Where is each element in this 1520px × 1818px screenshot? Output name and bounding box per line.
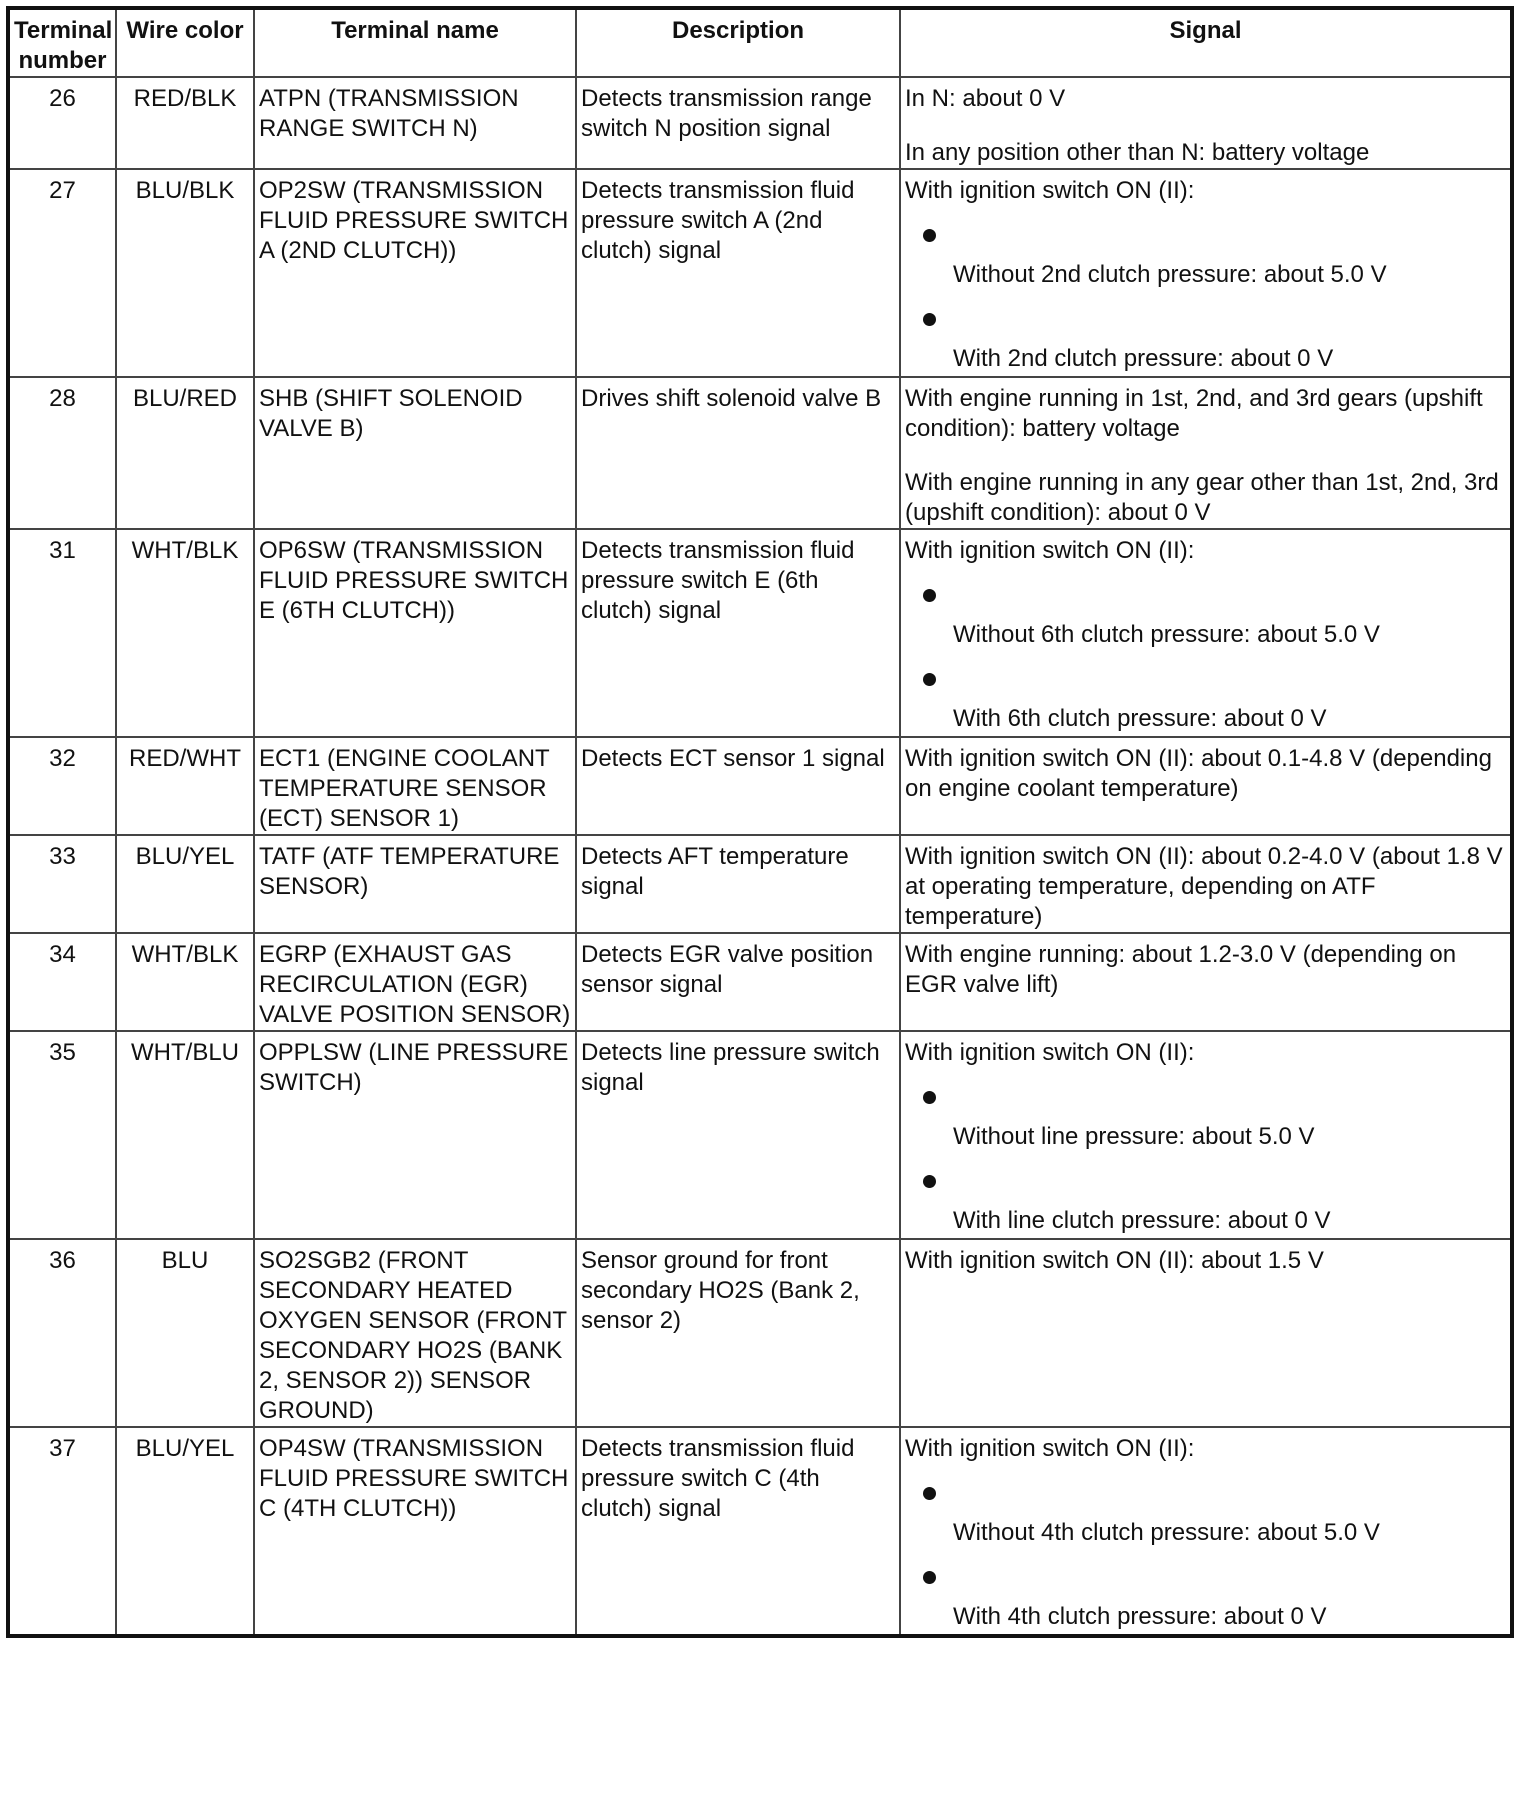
bullet-text: With 6th clutch pressure: about 0 V xyxy=(953,705,1327,732)
signal-line: With engine running in any gear other than 1st, 2nd, 3rd (upshift condition): about 0 V xyxy=(905,469,1499,526)
signal-line: With ignition switch ON (II): about 0.2-4.0 V (about 1.8 V at operating temperature, depending on ATF temperature) xyxy=(905,843,1503,930)
wire-color-cell: BLU/YEL xyxy=(116,1427,254,1636)
terminal-number-cell: 27 xyxy=(8,169,116,377)
bullet-item xyxy=(923,220,1506,246)
signal-cell xyxy=(900,737,1512,835)
bullet-item xyxy=(923,304,1506,330)
signal-line: With ignition switch ON (II): about 1.5 V xyxy=(905,1247,1324,1274)
description-cell: Detects AFT temperature signal xyxy=(576,835,900,933)
signal-cell xyxy=(900,1427,1512,1636)
terminal-name-cell: OPPLSW (LINE PRESSURE SWITCH) xyxy=(254,1031,576,1239)
bullet-text: With 2nd clutch pressure: about 0 V xyxy=(953,345,1334,372)
wire-color-cell: WHT/BLK xyxy=(116,529,254,737)
bullet-dot-icon xyxy=(923,589,936,602)
signal-line: With engine running in 1st, 2nd, and 3rd gears (upshift condition): battery voltage xyxy=(905,385,1483,442)
signal-line: With ignition switch ON (II): xyxy=(905,177,1195,204)
table-row xyxy=(8,529,1512,737)
bullet-text: Without 4th clutch pressure: about 5.0 V xyxy=(953,1519,1380,1546)
terminal-name-cell: TATF (ATF TEMPERATURE SENSOR) xyxy=(254,835,576,933)
wire-color-cell: BLU/YEL xyxy=(116,835,254,933)
terminal-name-cell: ECT1 (ENGINE COOLANT TEMPERATURE SENSOR (ECT) SENSOR 1) xyxy=(254,737,576,835)
bullet-item xyxy=(923,1166,1506,1192)
signal-line: In N: about 0 V xyxy=(905,85,1066,112)
bullet-text: Without 2nd clutch pressure: about 5.0 V xyxy=(953,261,1387,288)
terminal-name-cell: ATPN (TRANSMISSION RANGE SWITCH N) xyxy=(254,77,576,169)
bullet-dot-icon xyxy=(923,1487,936,1500)
terminal-name-cell: SHB (SHIFT SOLENOID VALVE B) xyxy=(254,377,576,529)
bullet-item xyxy=(923,1562,1506,1588)
signal-cell xyxy=(900,1031,1512,1239)
terminal-name-cell: OP4SW (TRANSMISSION FLUID PRESSURE SWITCH C (4TH CLUTCH)) xyxy=(254,1427,576,1636)
bullet-dot-icon xyxy=(923,1091,936,1104)
header-terminal-number: Terminal number xyxy=(8,8,116,77)
header-signal: Signal xyxy=(900,8,1512,77)
description-cell: Detects transmission range switch N position signal xyxy=(576,77,900,169)
signal-cell xyxy=(900,77,1512,169)
terminal-number-cell: 28 xyxy=(8,377,116,529)
wire-color-cell: WHT/BLU xyxy=(116,1031,254,1239)
description-cell: Detects EGR valve position sensor signal xyxy=(576,933,900,1031)
description-cell: Sensor ground for front secondary HO2S (Bank 2, sensor 2) xyxy=(576,1239,900,1427)
terminal-number-cell: 36 xyxy=(8,1239,116,1427)
wire-color-cell: RED/WHT xyxy=(116,737,254,835)
terminal-name-cell: OP6SW (TRANSMISSION FLUID PRESSURE SWITCH E (6TH CLUTCH)) xyxy=(254,529,576,737)
bullet-item xyxy=(923,580,1506,606)
bullet-text: With line clutch pressure: about 0 V xyxy=(953,1207,1331,1234)
bullet-dot-icon xyxy=(923,673,936,686)
bullet-dot-icon xyxy=(923,1175,936,1188)
terminal-number-cell: 34 xyxy=(8,933,116,1031)
signal-line: With ignition switch ON (II): xyxy=(905,1039,1195,1066)
terminal-number-cell: 26 xyxy=(8,77,116,169)
signal-cell xyxy=(900,835,1512,933)
description-cell: Drives shift solenoid valve B xyxy=(576,377,900,529)
description-cell: Detects transmission fluid pressure switch C (4th clutch) signal xyxy=(576,1427,900,1636)
terminal-number-cell: 31 xyxy=(8,529,116,737)
terminal-table xyxy=(6,6,1514,1638)
wire-color-cell: BLU/BLK xyxy=(116,169,254,377)
description-cell: Detects transmission fluid pressure switch E (6th clutch) signal xyxy=(576,529,900,737)
table-header-row xyxy=(8,8,1512,77)
table-row xyxy=(8,1239,1512,1427)
terminal-number-cell: 35 xyxy=(8,1031,116,1239)
header-terminal-name: Terminal name xyxy=(254,8,576,77)
signal-cell xyxy=(900,933,1512,1031)
description-cell: Detects line pressure switch signal xyxy=(576,1031,900,1239)
table-row xyxy=(8,77,1512,169)
header-description: Description xyxy=(576,8,900,77)
signal-line: With ignition switch ON (II): xyxy=(905,537,1195,564)
bullet-dot-icon xyxy=(923,313,936,326)
terminal-name-cell: EGRP (EXHAUST GAS RECIRCULATION (EGR) VALVE POSITION SENSOR) xyxy=(254,933,576,1031)
terminal-table-sheet xyxy=(6,6,1510,1811)
table-row xyxy=(8,835,1512,933)
header-wire-color: Wire color xyxy=(116,8,254,77)
description-cell: Detects transmission fluid pressure switch A (2nd clutch) signal xyxy=(576,169,900,377)
table-row xyxy=(8,933,1512,1031)
signal-line: With ignition switch ON (II): about 0.1-4.8 V (depending on engine coolant temperature) xyxy=(905,745,1492,802)
signal-cell xyxy=(900,529,1512,737)
bullet-item xyxy=(923,1478,1506,1504)
signal-line: With ignition switch ON (II): xyxy=(905,1435,1195,1462)
table-row xyxy=(8,169,1512,377)
bullet-dot-icon xyxy=(923,229,936,242)
terminal-number-cell: 37 xyxy=(8,1427,116,1636)
terminal-number-cell: 32 xyxy=(8,737,116,835)
wire-color-cell: RED/BLK xyxy=(116,77,254,169)
wire-color-cell: WHT/BLK xyxy=(116,933,254,1031)
table-row xyxy=(8,1427,1512,1636)
bullet-item xyxy=(923,1082,1506,1108)
signal-cell xyxy=(900,169,1512,377)
table-row xyxy=(8,737,1512,835)
description-cell: Detects ECT sensor 1 signal xyxy=(576,737,900,835)
bullet-text: With 4th clutch pressure: about 0 V xyxy=(953,1603,1327,1630)
terminal-name-cell: SO2SGB2 (FRONT SECONDARY HEATED OXYGEN SENSOR (FRONT SECONDARY HO2S (BANK 2, SENSOR 2)) SENSOR GROUND) xyxy=(254,1239,576,1427)
terminal-number-cell: 33 xyxy=(8,835,116,933)
bullet-text: Without 6th clutch pressure: about 5.0 V xyxy=(953,621,1380,648)
signal-line: In any position other than N: battery voltage xyxy=(905,139,1370,166)
bullet-text: Without line pressure: about 5.0 V xyxy=(953,1123,1315,1150)
table-row xyxy=(8,1031,1512,1239)
signal-cell xyxy=(900,1239,1512,1427)
wire-color-cell: BLU/RED xyxy=(116,377,254,529)
bullet-dot-icon xyxy=(923,1571,936,1584)
wire-color-cell: BLU xyxy=(116,1239,254,1427)
table-row xyxy=(8,377,1512,529)
bullet-item xyxy=(923,664,1506,690)
signal-line: With engine running: about 1.2-3.0 V (depending on EGR valve lift) xyxy=(905,941,1457,998)
signal-cell xyxy=(900,377,1512,529)
terminal-name-cell: OP2SW (TRANSMISSION FLUID PRESSURE SWITCH A (2ND CLUTCH)) xyxy=(254,169,576,377)
